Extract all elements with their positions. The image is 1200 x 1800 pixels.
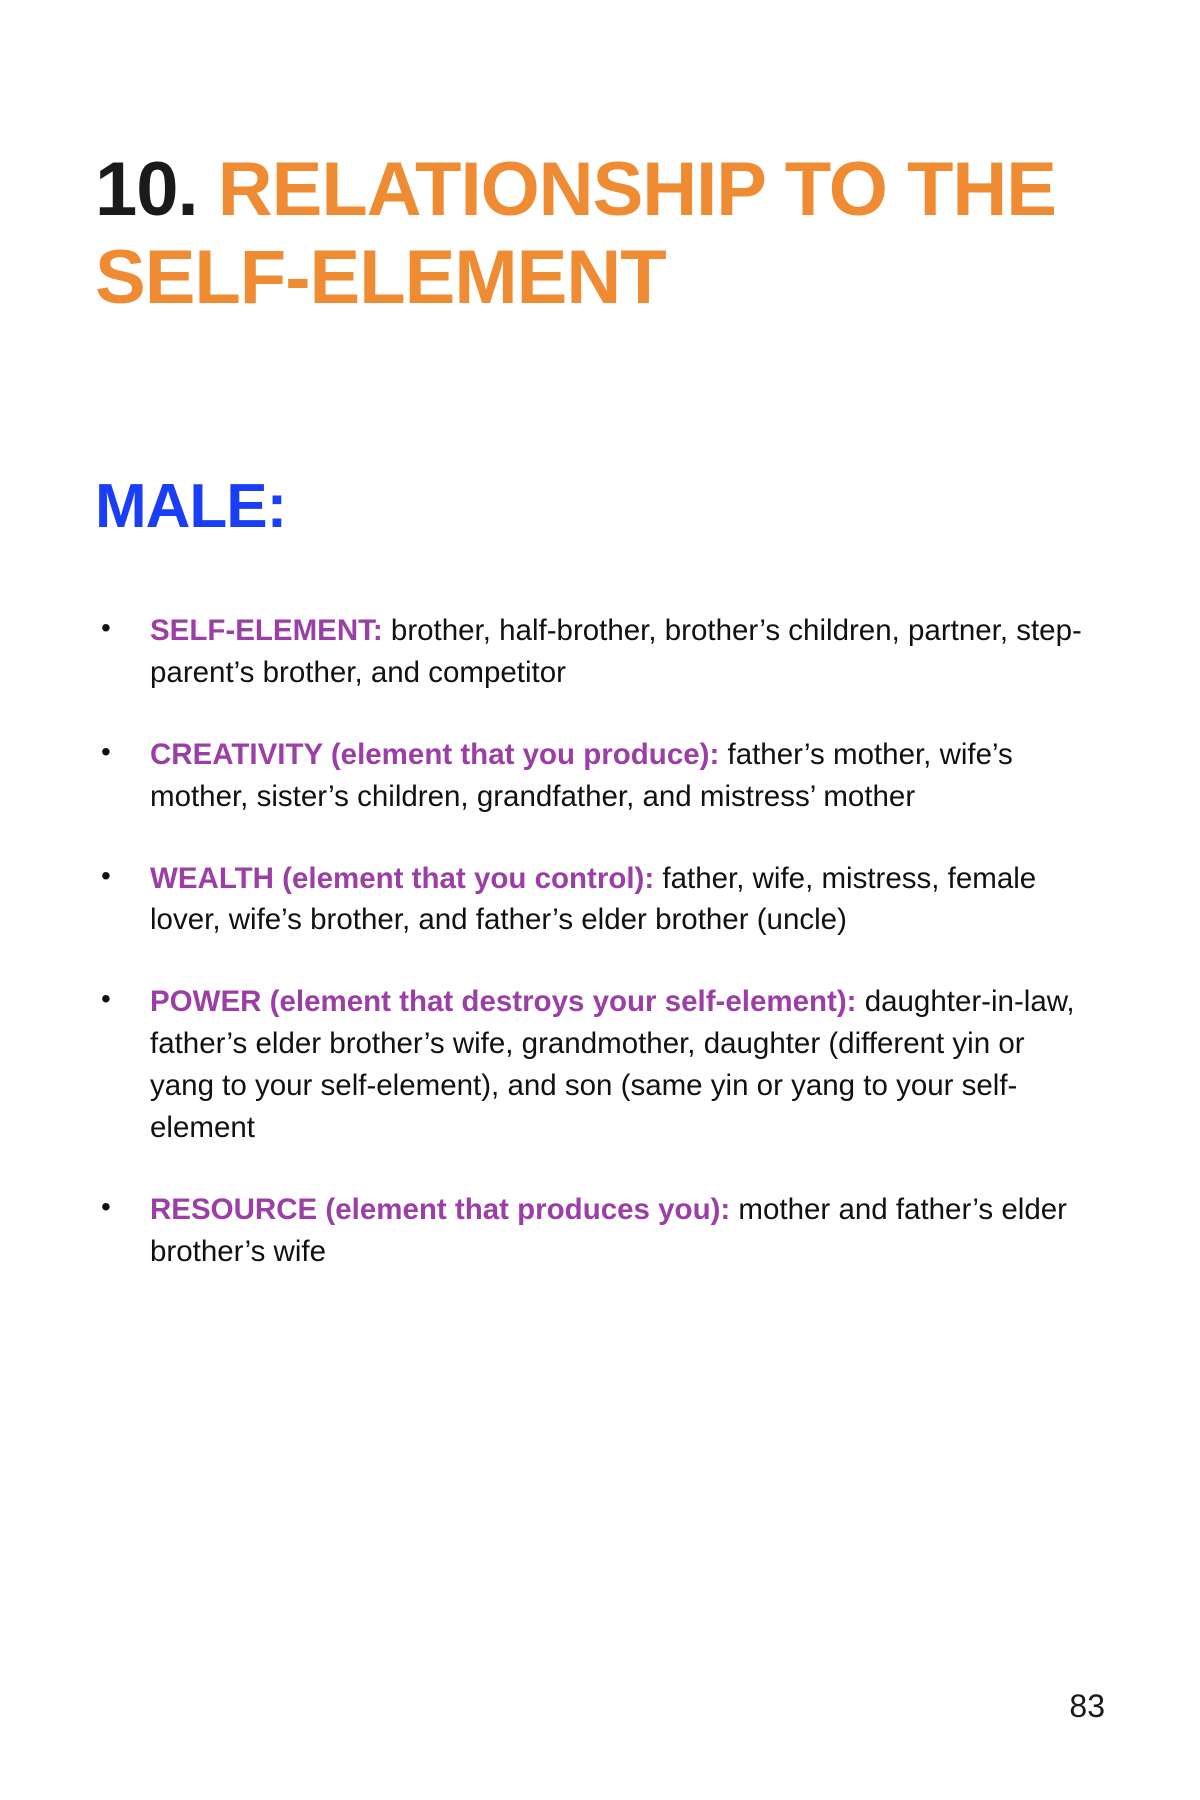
list-item-term: SELF-ELEMENT: <box>150 614 383 647</box>
relationship-list <box>95 610 1085 1313</box>
page-number: 83 <box>1069 1688 1105 1724</box>
list-item <box>95 610 1085 694</box>
section-heading: MALE: <box>95 472 287 542</box>
list-item-term: RESOURCE (element that produces you): <box>150 1192 731 1226</box>
list-item <box>95 981 1085 1149</box>
list-item-term: POWER (element that destroys your self-element): <box>150 985 857 1019</box>
list-item-text: mother and father’s elder brother’s wife <box>150 1192 1067 1268</box>
list-item-term: WEALTH (element that you control): <box>150 861 655 895</box>
chapter-name: RELATIONSHIP TO THE SELF-ELEMENT <box>95 146 1056 321</box>
list-item <box>95 1189 1085 1273</box>
list-item <box>95 858 1085 942</box>
list-item-text: father, wife, mistress, female lover, wife’s brother, and father’s elder brother (uncle) <box>150 861 1037 937</box>
page-title <box>95 146 1075 322</box>
list-item-text: daughter-in-law, father’s elder brother’s wife, grandmother, daughter (different yin or yang to your self-element), and son (same yin or yang to your self-element <box>150 985 1075 1144</box>
list-item <box>95 734 1085 818</box>
chapter-number: 10. <box>95 146 198 232</box>
list-item-text: brother, half-brother, brother’s children, partner, step-parent’s brother, and competitor <box>150 614 1082 689</box>
list-item-text: father’s mother, wife’s mother, sister’s children, grandfather, and mistress’ mother <box>150 737 1013 813</box>
list-item-term: CREATIVITY (element that you produce): <box>150 737 720 771</box>
